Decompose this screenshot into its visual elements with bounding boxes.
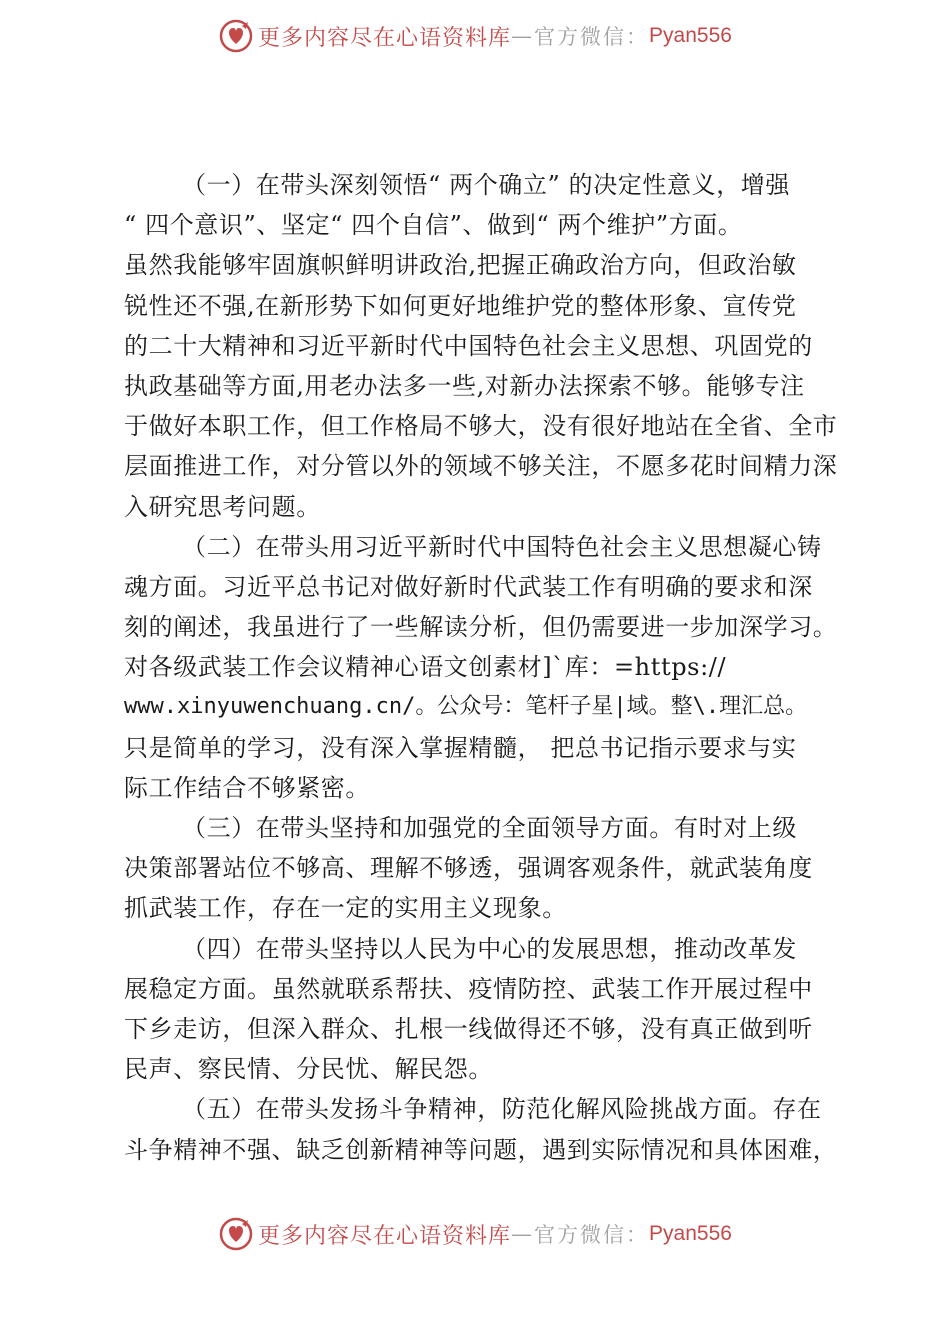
body-line: www.xinyuwenchuang.cn/。公众号：笔杆子星|域。整\.理汇总。 — [124, 694, 808, 720]
body-line: 虽然我能够牢固旗帜鲜明讲政治,把握正确政治方向，但政治敏 — [124, 251, 797, 280]
body-line: 层面推进工作，对分管以外的领域不够关注，不愿多花时间精力深 — [124, 452, 838, 481]
banner-wechat-label: 官方微信： — [534, 25, 650, 49]
footer-banner — [0, 1212, 950, 1256]
body-line: “ 四个意识”、坚定“ 四个自信”、做到“ 两个维护”方面。 — [124, 211, 743, 240]
body-line: 刻的阐述，我虽进行了一些解读分析，但仍需要进一步加深学习。 — [124, 613, 838, 642]
body-line: 下乡走访，但深入群众、扎根一线做得还不够，没有真正做到听 — [124, 1014, 813, 1043]
body-line: 入研究思考问题。 — [124, 492, 321, 521]
body-line: 只是简单的学习，没有深入掌握精髓， 把总书记指示要求与实 — [124, 733, 797, 762]
body-line: 抓武装工作，存在一定的实用主义现象。 — [124, 894, 567, 923]
banner-separator: — — [511, 24, 535, 48]
body-line: （三）在带头坚持和加强党的全面领导方面。有时对上级 — [182, 814, 797, 842]
document-body — [124, 165, 836, 1170]
body-line: 斗争精神不强、缺乏创新精神等问题，遇到实际情况和具体困难， — [124, 1135, 838, 1164]
body-line: （五）在带头发扬斗争精神，防范化解风险挑战方面。存在 — [182, 1095, 822, 1124]
banner-wechat-label: 官方微信： — [534, 1223, 650, 1247]
heart-pen-logo-icon — [218, 18, 254, 54]
banner-text: 更多内容尽在心语资料库 — [258, 1223, 512, 1249]
body-line: （二）在带头用习近平新时代中国特色社会主义思想凝心铸 — [182, 532, 822, 561]
body-line: 决策部署站位不够高、理解不够透，强调客观条件，就武装角度 — [124, 854, 813, 883]
body-line: 民声、察民情、分民忧、解民怨。 — [124, 1055, 493, 1084]
body-line: 执政基础等方面,用老办法多一些,对新办法探索不够。能够专注 — [124, 371, 805, 400]
banner-text: 更多内容尽在心语资料库 — [258, 25, 512, 51]
body-line: 锐性还不强,在新形势下如何更好地维护党的整体形象、宣传党 — [124, 291, 797, 320]
banner-separator: — — [511, 1222, 535, 1246]
body-line: 魂方面。习近平总书记对做好新时代武装工作有明确的要求和深 — [124, 572, 813, 601]
body-line: 展稳定方面。虽然就联系帮扶、疫情防控、武装工作开展过程中 — [124, 974, 813, 1003]
banner-wechat-id: Pyan556 — [649, 1222, 732, 1245]
body-line: （一）在带头深刻领悟“ 两个确立” 的决定性意义，增强 — [182, 171, 790, 199]
banner-wechat-id: Pyan556 — [649, 24, 732, 47]
body-line: （四）在带头坚持以人民为中心的发展思想，推动改革发 — [182, 934, 797, 963]
body-line: 于做好本职工作，但工作格局不够大，没有很好地站在全省、全市 — [124, 412, 838, 441]
body-line: 对各级武装工作会议精神心语文创素材]`库：=https:// — [124, 653, 727, 682]
body-line: 际工作结合不够紧密。 — [124, 773, 370, 802]
header-banner — [0, 14, 950, 58]
body-line: 的二十大精神和习近平新时代中国特色社会主义思想、巩固党的 — [124, 331, 813, 360]
heart-pen-logo-icon — [218, 1216, 254, 1252]
